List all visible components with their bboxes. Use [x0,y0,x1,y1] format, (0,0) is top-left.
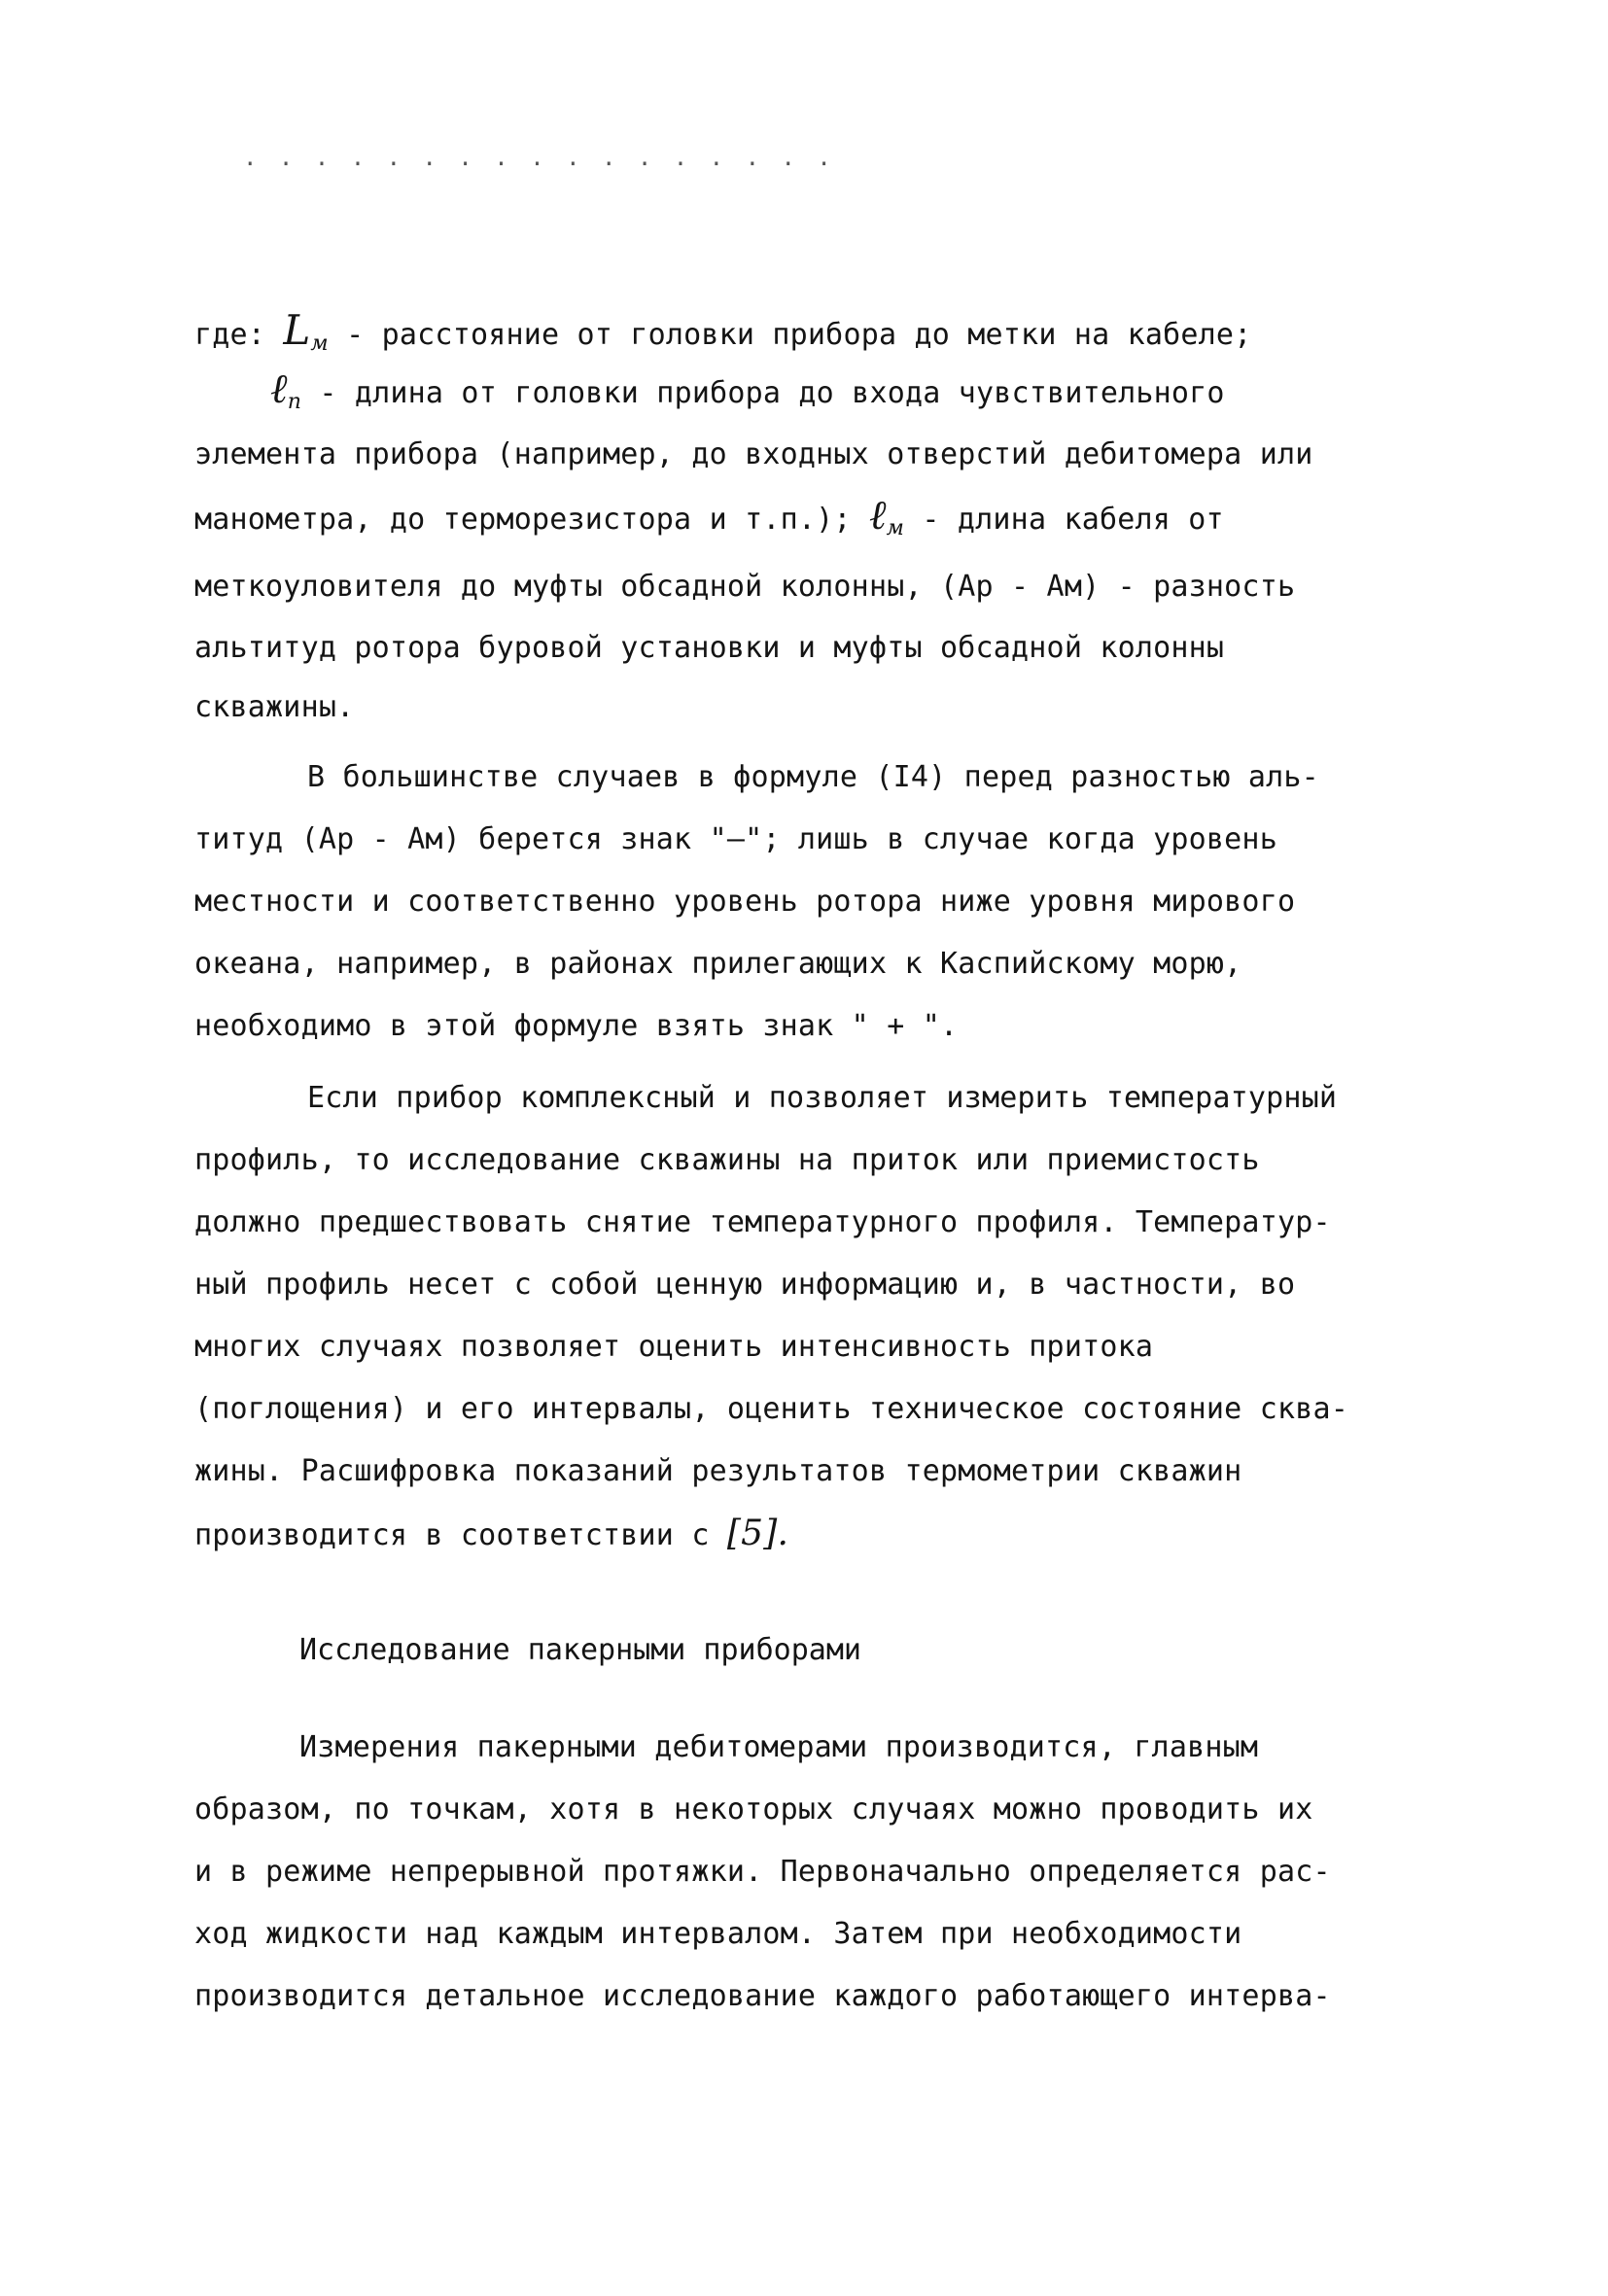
temperature-paragraph-line-5: многих случаях позволяет оценить интенсивность притока [194,1330,1154,1364]
symbol-l-p-subscript: п [287,390,302,414]
packer-paragraph-line-4: ход жидкости над каждым интервалом. Затем при необходимости [194,1917,1242,1951]
definition-line-2 [270,367,1225,424]
temperature-paragraph-line-3: должно предшествовать снятие температурного профиля. Температур- [194,1205,1331,1239]
section-title: Исследование пакерными приборами [299,1633,861,1667]
sign-paragraph-line-2: титуд (Ар - Ам) берется знак "—"; лишь в случае когда уровень [194,822,1277,856]
sign-paragraph-line-5: необходимо в этой формуле взять знак " + ". [194,1009,959,1043]
definition-4-text: манометра, до терморезистора и т.п.); [194,503,852,537]
sign-paragraph-line-3: местности и соответственно уровень ротора ниже уровня мирового [194,885,1296,919]
page-header-faded: . . . . . . . . . . . . . . . . . [243,144,835,171]
symbol-L-m-subscript: м [310,331,329,356]
sign-paragraph-line-4: океана, например, в районах прилегающих к Каспийскому морю, [194,947,1242,981]
temperature-paragraph-line-4: ный профиль несет с собой ценную информацию и, в частности, во [194,1268,1296,1302]
definition-line-5: меткоуловителя до муфты обсадной колонны, (Ар - Ам) - разность [194,570,1296,604]
packer-paragraph-line-5: производится детальное исследование каждого работающего интерва- [194,1979,1331,2013]
definition-4-rest: - длина кабеля от [904,503,1224,537]
symbol-l-p: ℓ [270,365,288,412]
temperature-paragraph-line-8 [194,1513,788,1557]
reference-citation: [5]. [726,1513,789,1553]
definition-line-3: элемента прибора (например, до входных отверстий дебитомера или [194,437,1313,471]
packer-paragraph-line-2: образом, по точкам, хотя в некоторых случаях можно проводить их [194,1792,1313,1826]
temperature-paragraph-line-2: профиль, то исследование скважины на приток или приемистость [194,1143,1260,1177]
definition-line-7: скважины. [194,690,355,724]
definition-line-6: альтитуд ротора буровой установки и муфты обсадной колонны [194,631,1225,665]
definition-line-4 [194,491,1224,550]
temperature-paragraph-line-7: жины. Расшифровка показаний результатов термометрии скважин [194,1454,1242,1488]
packer-paragraph-line-3: и в режиме непрерывной протяжки. Первоначально определяется рас- [194,1855,1331,1889]
definition-line-1 [194,306,1252,365]
temperature-last-line-text: производится в соответствии с [194,1518,727,1552]
where-label: где: [194,318,266,352]
symbol-L-m: L [283,306,311,354]
sign-paragraph-line-1: В большинстве случаев в формуле (I4) перед разностью аль- [307,760,1319,794]
symbol-l-m-subscript: м [886,516,905,540]
packer-paragraph-line-1: Измерения пакерными дебитомерами производится, главным [299,1730,1259,1764]
definition-2-text: - длина от головки прибора до входа чувствительного [301,376,1225,410]
temperature-paragraph-line-1: Если прибор комплексный и позволяет измерить температурный [307,1081,1338,1115]
symbol-l-m: ℓ [868,491,887,539]
definition-1-text: - расстояние от головки прибора до метки на кабеле; [328,318,1252,352]
temperature-paragraph-line-6: (поглощения) и его интервалы, оценить техническое состояние сква- [194,1392,1348,1426]
